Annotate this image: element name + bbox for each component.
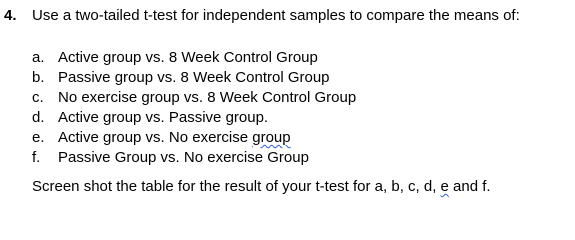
item-letter: b. <box>32 69 45 86</box>
list-item <box>32 48 356 68</box>
instruction-text <box>32 178 491 196</box>
instruction-text-part: Screen shot the table for the result of your t-test for a, b, c, d, <box>32 178 441 195</box>
spellcheck-marked-word: group <box>252 129 291 146</box>
item-text: Active group vs. 8 Week Control Group <box>58 49 318 66</box>
item-text: Passive Group vs. No exercise Group <box>58 149 309 166</box>
comparison-list <box>32 48 356 168</box>
list-item <box>32 128 356 148</box>
list-item <box>32 108 356 128</box>
item-letter: e. <box>32 129 45 146</box>
list-item <box>32 88 356 108</box>
list-item <box>32 68 356 88</box>
item-text: No exercise group vs. 8 Week Control Group <box>58 89 357 106</box>
item-text: Passive group vs. 8 Week Control Group <box>58 69 330 86</box>
item-letter: c. <box>32 89 44 106</box>
list-item <box>32 148 356 168</box>
item-letter: d. <box>32 109 45 126</box>
question-number: 4. <box>4 7 17 24</box>
item-text: Active group vs. No exercise <box>58 129 253 146</box>
item-letter: f. <box>32 149 41 166</box>
instruction-text-part: and f. <box>448 178 491 195</box>
item-letter: a. <box>32 49 45 66</box>
question-text: Use a two-tailed t-test for independent samples to compare the means of: <box>32 7 520 24</box>
question-heading <box>4 7 520 25</box>
spellcheck-marked-word: e <box>440 178 449 195</box>
item-text: Active group vs. Passive group. <box>58 109 269 126</box>
